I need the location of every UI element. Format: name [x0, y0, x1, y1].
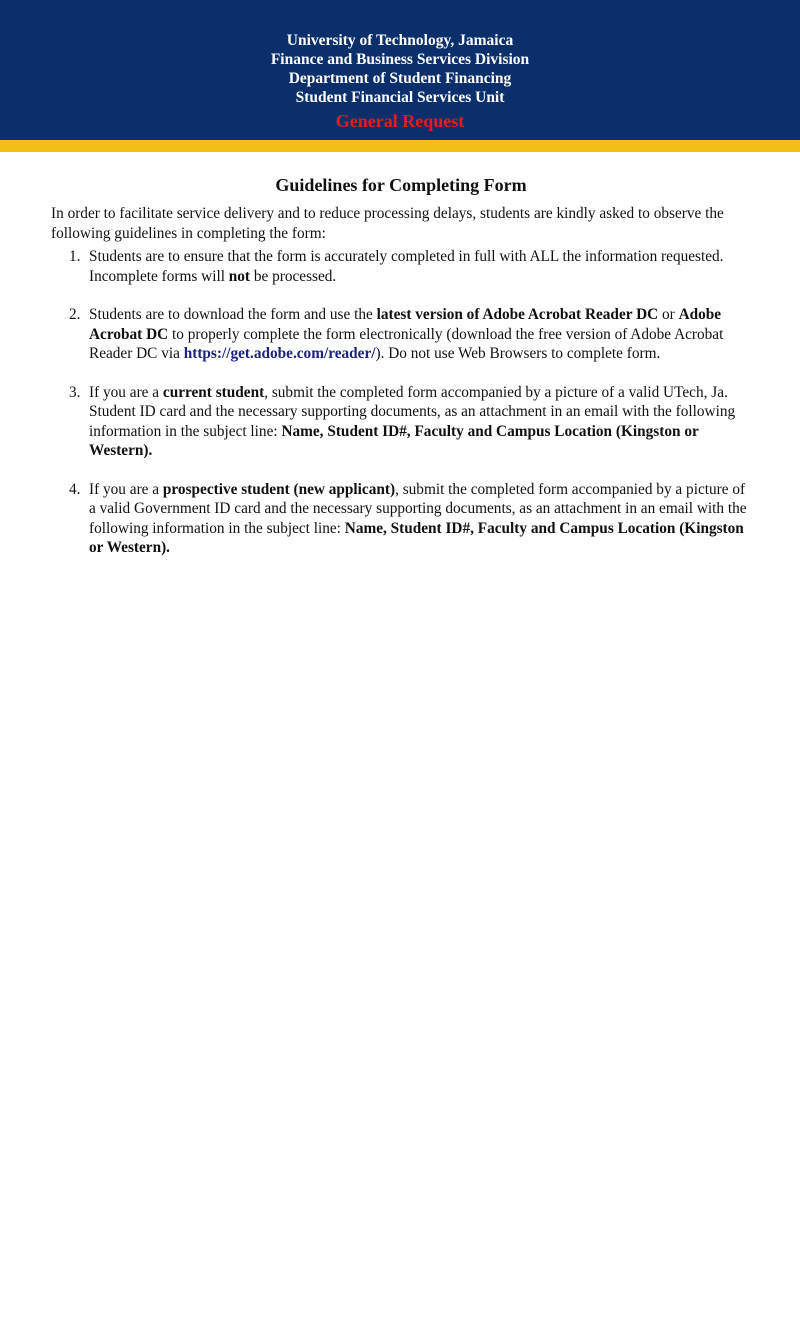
intro-paragraph: In order to facilitate service delivery and to reduce processing delays, students are kindly asked to observe the following guidelines in completing the form: — [51, 205, 724, 242]
item-text: be processed. — [250, 267, 337, 285]
item-number: 3. — [69, 383, 81, 401]
item-bold: not — [228, 267, 251, 285]
item-text: , submit the completed form accompanied by a picture of a valid Government ID card and the necessary supporting documents, as an attachment in an email with the following information in the subject line: — [89, 480, 747, 537]
page-title: Guidelines for Completing Form — [275, 175, 527, 195]
department-name: Department of Student Financing — [288, 70, 512, 87]
item-text: If you are a — [89, 480, 163, 498]
document-body — [51, 174, 751, 577]
unit-name: Student Financial Services Unit — [295, 89, 505, 106]
item-number: 4. — [69, 480, 81, 498]
header-banner — [0, 0, 800, 140]
item-bold: latest version of Adobe Acrobat Reader DC — [376, 306, 659, 323]
item-bold: Adobe Acrobat DC — [89, 306, 722, 343]
item-number: 1. — [69, 248, 81, 265]
item-text: If you are a — [89, 383, 163, 401]
item-bold: Name, Student ID#, Faculty and Campus Location (Kingston or Western). — [89, 422, 699, 459]
item-text: Students are to ensure that the form is accurately completed in full with ALL the information requested. Incomplete forms will — [89, 248, 724, 285]
item-number: 2. — [69, 306, 81, 323]
list-item — [51, 305, 751, 364]
accent-bar — [0, 140, 800, 152]
university-name: University of Technology, Jamaica — [286, 32, 514, 49]
list-item — [51, 383, 751, 461]
item-text: to properly complete the form electronically (download the free version of Adobe Acrobat Reader DC via — [89, 325, 724, 362]
item-text: ). Do not use Web Browsers to complete form. — [375, 345, 661, 362]
request-title: General Request — [335, 111, 465, 131]
adobe-reader-link[interactable]: https://get.adobe.com/reader/ — [183, 345, 376, 362]
item-text: or — [658, 306, 679, 323]
item-bold: prospective student (new applicant) — [162, 480, 396, 498]
item-bold: current student — [162, 383, 265, 401]
item-text: Students are to download the form and use the — [89, 306, 377, 323]
list-item — [51, 480, 751, 558]
division-name: Finance and Business Services Division — [270, 51, 530, 68]
item-bold: Name, Student ID#, Faculty and Campus Location (Kingston or Western). — [89, 519, 744, 556]
list-item — [51, 247, 751, 286]
item-text: , submit the completed form accompanied by a picture of a valid UTech, Ja. Student ID card and the necessary supporting documents, as an attachment in an email with the following information in the subject line: — [89, 383, 736, 440]
guidelines-list — [51, 247, 751, 558]
